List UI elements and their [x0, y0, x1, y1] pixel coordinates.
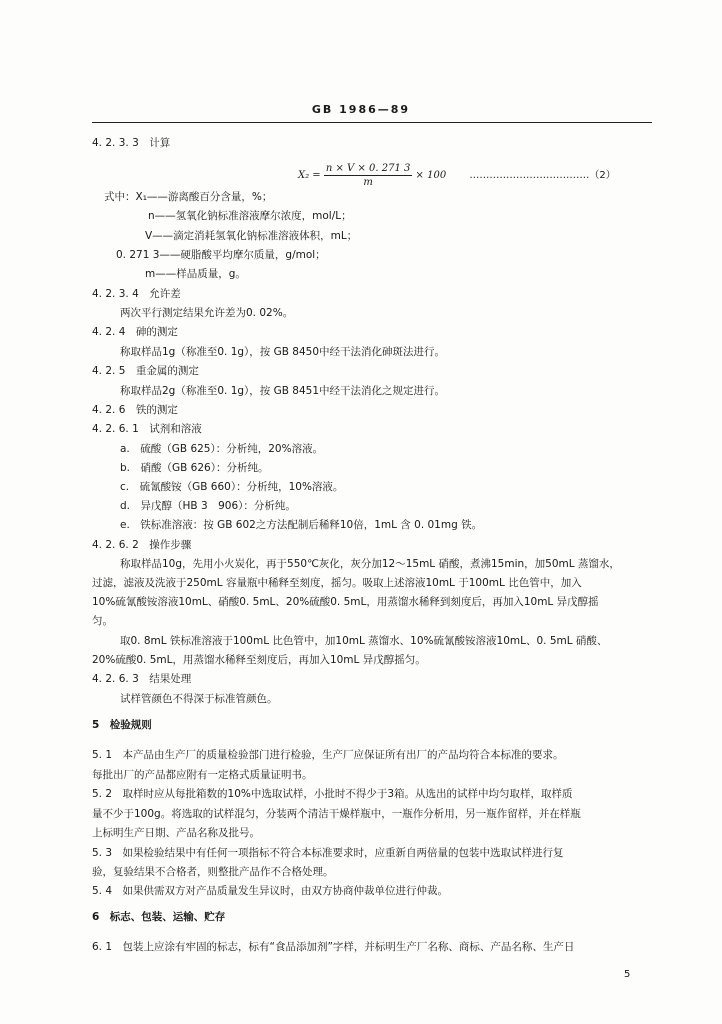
where-n: n——氢氧化钠标准溶液摩尔浓度，mol/L；: [148, 210, 352, 222]
formula-2: [298, 163, 616, 188]
paragraph-tolerance: 两次平行测定结果允许差为0. 02%。: [120, 307, 294, 319]
section-heading-4-2-6-2: 4. 2. 6. 2 操作步骤: [92, 539, 192, 551]
section-heading-4-2-5: 4. 2. 5 重金属的测定: [92, 365, 199, 377]
formula-numerator: n × V × 0. 271 3: [325, 163, 411, 174]
where-v: V——滴定消耗氢氧化钠标准溶液体积，mL；: [145, 230, 358, 242]
formula-ref: ………………………………（2）: [469, 170, 616, 181]
section-heading-4-2-3-3: 4. 2. 3. 3 计算: [92, 137, 171, 149]
formula-lhs: X₂ =: [298, 170, 321, 181]
clause-5-2-line-2: 量不少于100g。将选取的试样混匀，分装两个清洁干燥样瓶中，一瓶作分析用，另一瓶作留样，并在样瓶: [92, 808, 581, 820]
reagent-item-c: c. 硫氰酸铵（GB 660）：分析纯，10%溶液。: [120, 481, 344, 493]
section-heading-4-2-6: 4. 2. 6 铁的测定: [92, 404, 178, 416]
clause-5-1-line-2: 每批出厂的产品都应附有一定格式质量证明书。: [92, 769, 313, 781]
clause-5-2-line-3: 上标明生产日期、产品名称及批号。: [92, 827, 260, 839]
section-heading-4-2-6-3: 4. 2. 6. 3 结果处理: [92, 673, 192, 685]
procedure-line-1: 称取样品10g，先用小火炭化，再于550℃灰化，灰分加12～15mL 硝酸，煮沸15min，加50mL 蒸馏水，: [120, 558, 620, 570]
clause-5-4: 5. 4 如果供需双方对产品质量发生异议时，由双方协商仲裁单位进行仲裁。: [92, 885, 449, 897]
section-heading-4-2-6-1: 4. 2. 6. 1 试剂和溶液: [92, 423, 202, 435]
reagent-item-e: e. 铁标准溶液：按 GB 602之方法配制后稀释10倍，1mL 含 0. 01mg 铁。: [120, 519, 483, 531]
procedure-line-3: 10%硫氰酸铵溶液10mL、硝酸0. 5mL、20%硫酸0. 5mL，用蒸馏水稀释到刻度后，再加入10mL 异戊醇摇: [92, 596, 599, 608]
header-rule: [92, 122, 652, 123]
chapter-heading-6: 6 标志、包装、运输、贮存: [92, 911, 226, 923]
formula-tail: × 100: [415, 170, 447, 181]
procedure-line-4: 匀。: [92, 615, 113, 627]
section-heading-4-2-3-4: 4. 2. 3. 4 允许差: [92, 288, 181, 300]
page-header-standard: GB 1986—89: [311, 103, 411, 116]
paragraph-arsenic: 称取样品1g（称准至0. 1g），按 GB 8450中经干法消化砷斑法进行。: [120, 346, 446, 358]
clause-5-3-line-1: 5. 3 如果检验结果中有任何一项指标不符合本标准要求时，应重新自两倍量的包装中选取试样进行复: [92, 847, 564, 859]
clause-5-3-line-2: 验，复验结果不合格者，则整批产品作不合格处理。: [92, 866, 334, 878]
reagent-item-b: b. 硝酸（GB 626）：分析纯。: [120, 462, 269, 474]
paragraph-heavy-metals: 称取样品2g（称准至0. 1g），按 GB 8451中经干法消化之规定进行。: [120, 385, 446, 397]
clause-5-2-line-1: 5. 2 取样时应从每批箱数的10%中选取试样，小批时不得少于3箱。从选出的试样中均匀取样，取样质: [92, 788, 573, 800]
page-number: 5: [624, 969, 631, 980]
where-molar-mass: 0. 271 3——硬脂酸平均摩尔质量，g/mol；: [116, 249, 326, 261]
procedure-line-2: 过滤，滤液及洗液于250mL 容量瓶中稀释至刻度，摇匀。吸取上述溶液10mL 于100mL 比色管中，加入: [92, 577, 582, 589]
formula-denominator: m: [363, 177, 373, 188]
clause-6-1-line-1: 6. 1 包装上应涂有牢固的标志，标有“食品添加剂”字样，并标明生产厂名称、商标、产品名称、生产日: [92, 941, 575, 953]
section-heading-4-2-4: 4. 2. 4 砷的测定: [92, 326, 178, 338]
procedure-standard-line-2: 20%硫酸0. 5mL，用蒸馏水稀释至刻度后，再加入10mL 异戊醇摇匀。: [92, 654, 426, 666]
reagent-item-d: d. 异戊醇（HB 3 906）：分析纯。: [120, 500, 296, 512]
paragraph-result: 试样管颜色不得深于标准管颜色。: [120, 693, 278, 705]
clause-5-1-line-1: 5. 1 本产品由生产厂的质量检验部门进行检验，生产厂应保证所有出厂的产品均符合本标准的要求。: [92, 749, 564, 761]
formula-fraction: [324, 163, 412, 188]
where-m: m——样品质量，g。: [145, 268, 246, 280]
procedure-standard-line-1: 取0. 8mL 铁标准溶液于100mL 比色管中，加10mL 蒸馏水、10%硫氰酸铵溶液10mL、0. 5mL 硝酸、: [120, 635, 608, 647]
chapter-heading-5: 5 检验规则: [92, 719, 152, 731]
where-clause: 式中：X₁——游离酸百分含量，%；: [104, 191, 273, 203]
reagent-item-a: a. 硫酸（GB 625）：分析纯，20%溶液。: [120, 443, 324, 455]
